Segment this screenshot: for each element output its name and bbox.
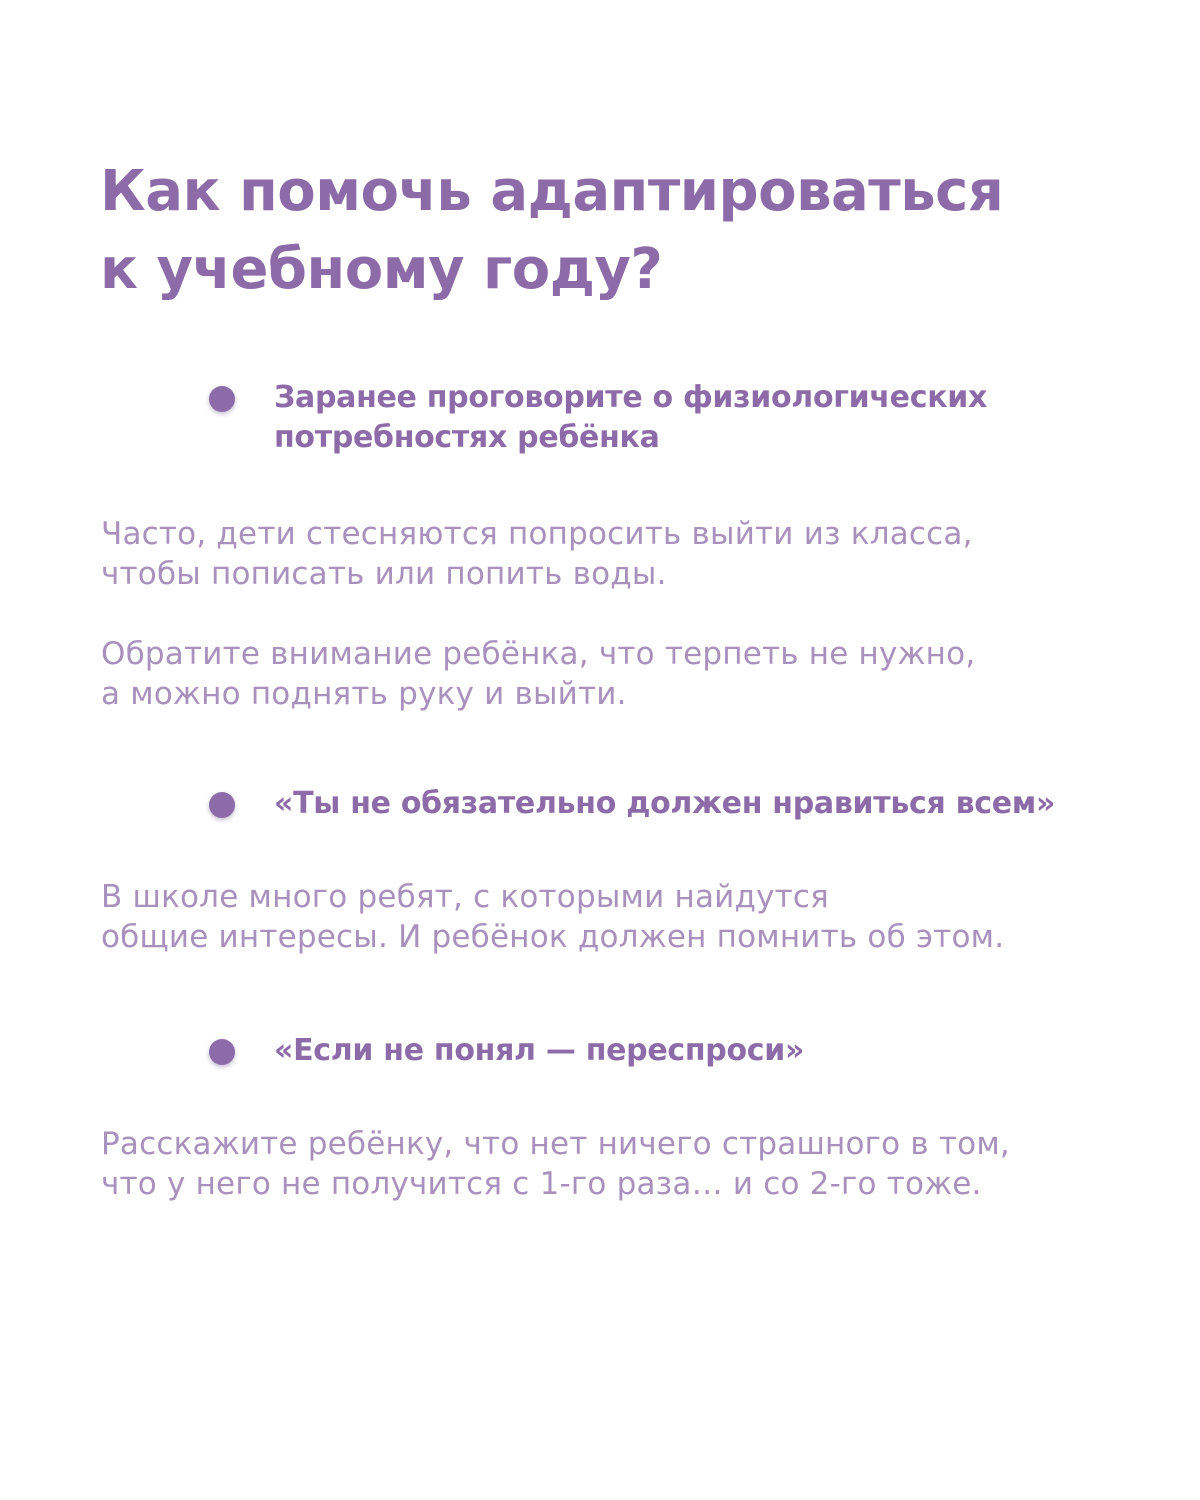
section-heading-line: «Ты не обязательно должен нравиться всем»: [274, 786, 1056, 821]
body-line: Обратите внимание ребёнка, что терпеть не нужно,: [101, 636, 976, 672]
section-heading-line: «Если не понял — переспроси»: [274, 1033, 805, 1068]
section-heading: [274, 378, 987, 458]
body-paragraph: [101, 877, 1004, 957]
body-paragraph: [101, 1124, 1010, 1204]
body-line: что у него не получится с 1-го раза… и со 2-го тоже.: [101, 1166, 982, 1202]
body-line: общие интересы. И ребёнок должен помнить об этом.: [101, 919, 1005, 955]
body-line: чтобы пописать или попить воды.: [101, 556, 667, 592]
page-title-line-1: Как помочь адаптироваться: [100, 159, 1004, 224]
body-line: В школе много ребят, с которыми найдутся: [101, 879, 830, 915]
section-heading-line: Заранее проговорите о физиологических: [274, 380, 988, 415]
body-line: Расскажите ребёнку, что нет ничего страшного в том,: [101, 1126, 1010, 1162]
body-paragraph: [101, 634, 975, 714]
bullet-dot-icon: [209, 792, 235, 818]
body-line: Часто, дети стесняются попросить выйти из класса,: [101, 516, 973, 552]
section-heading: [274, 1031, 804, 1071]
page-title-line-2: к учебному году?: [100, 237, 663, 302]
body-paragraph: [101, 514, 973, 594]
bullet-dot-icon: [209, 1039, 235, 1065]
bullet-dot-icon: [209, 386, 235, 412]
section-heading-line: потребностях ребёнка: [274, 420, 660, 455]
section-heading: [274, 784, 1055, 824]
body-line: а можно поднять руку и выйти.: [101, 676, 627, 712]
page-title: [100, 153, 1120, 309]
